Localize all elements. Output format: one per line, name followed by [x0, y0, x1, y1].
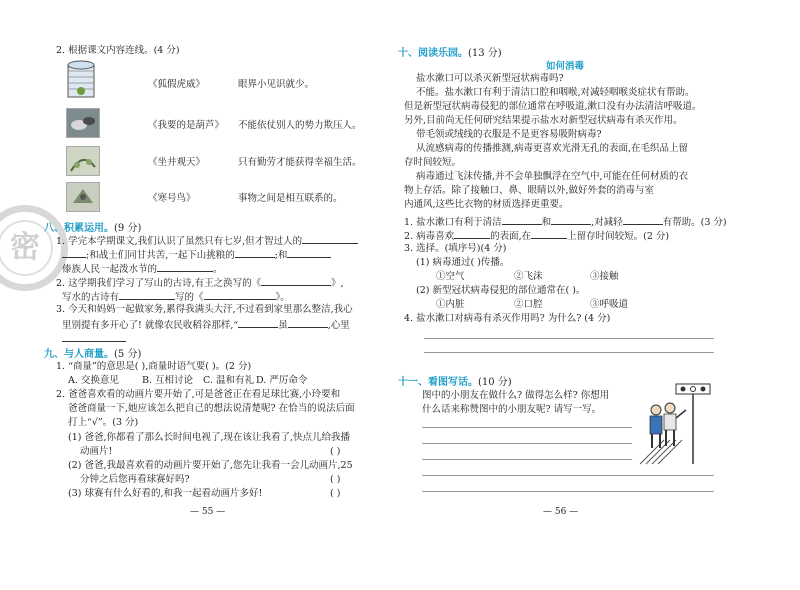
s9-opt1-line1: (1) 爸爸,你都看了那么长时间电视了,现在该让我看了,快点儿给我播 — [68, 432, 351, 443]
s9-opt2-answer[interactable]: ( ) — [330, 474, 341, 485]
section-8-title: 八、积累运用。(9 分) — [44, 223, 142, 234]
article-p5: 带毛领或绒线的衣服是不是更容易吸附病毒? — [416, 129, 602, 140]
s9-opt3: (3) 球赛有什么好看的,和我一起看动画片多好! — [68, 488, 263, 499]
s10-q3-2-opt2: ②口腔 — [514, 299, 543, 310]
s8-q3-line2: 里别提有多开心了! 就像农民收稻谷那样,“ 虽 ,心里 — [62, 317, 350, 332]
s10-q3-1-opt1: ①空气 — [436, 271, 465, 282]
s11-answer-line-2[interactable] — [422, 443, 632, 444]
article-p1: 盐水漱口可以杀灭新型冠状病毒吗? — [416, 73, 564, 84]
article-p8: 病毒通过飞沫传播,并不会单独飘浮在空气中,可能在任何材质的衣 — [416, 171, 689, 182]
s8-q3-line1: 3. 今天和妈妈一起做家务,累得我满头大汗,不过看到家里那么整洁,我心 — [56, 304, 353, 315]
s10-q3-2-opt3: ③呼吸道 — [590, 299, 629, 310]
s11-answer-line-5[interactable] — [422, 491, 714, 492]
s11-answer-line-3[interactable] — [422, 459, 632, 460]
s9-q1-opt-c: C. 温和有礼 — [203, 375, 254, 386]
s11-prompt-line1: 图中的小朋友在做什么? 做得怎么样? 你想用 — [422, 390, 610, 401]
article-p10: 内通风,这些比衣物的材质选择更重要。 — [404, 199, 569, 210]
article-p2: 不能。盐水漱口有利于清洁口腔和咽喉,对减轻咽喉炎症状有帮助。 — [416, 87, 695, 98]
s10-answer-line-2[interactable] — [424, 352, 714, 353]
s10-q1: 1. 盐水漱口有利于清洁 和 ,对减轻 有帮助。(3 分) — [404, 214, 727, 229]
s9-q1-opt-d: D. 严厉命令 — [256, 375, 308, 386]
s8-q2-line1: 2. 这学期我们学习了写山的古诗,有王之涣写的《 》, — [56, 275, 344, 290]
s9-q1: 1. “商量”的意思是( ),商量时语气要( )。(2 分) — [56, 361, 252, 372]
s9-q2-line1: 2. 爸爸喜欢看的动画片要开始了,可是爸爸正在看足球比赛,小玲要和 — [56, 389, 341, 400]
s9-opt1-line2: 动画片! — [80, 446, 113, 457]
section-9-title: 九、与人商量。(5 分) — [44, 349, 142, 360]
s10-q3: 3. 选择。(填序号)(4 分) — [404, 243, 507, 254]
match-meaning-4: 事物之间是相互联系的。 — [238, 193, 343, 204]
right-page-number: — 56 — — [543, 507, 579, 517]
left-page-number: — 55 — — [190, 507, 226, 517]
article-title: 如何消毒 — [546, 61, 585, 72]
section-10-title: 十、阅读乐园。(13 分) — [398, 48, 502, 59]
s10-q3-2: (2) 新型冠状病毒侵犯的部位通常在( )。 — [416, 285, 586, 296]
s10-q2: 2. 病毒喜欢 的表面,在 上留存时间较短。(2 分) — [404, 228, 669, 243]
s9-q2-line3: 打上“√”。(3 分) — [68, 417, 139, 428]
s8-q1-line2: ;和战士们同甘共苦,一起下山挑粮的 ;和 — [62, 247, 331, 262]
bird-picture — [66, 182, 100, 212]
gourd-picture — [66, 146, 100, 176]
s9-q1-opt-b: B. 互相讨论 — [142, 375, 194, 386]
s10-q3-2-opt1: ①内脏 — [436, 299, 465, 310]
article-p4: 另外,目前尚无任何研究结果提示盐水对新型冠状病毒有杀灭作用。 — [404, 115, 683, 126]
s9-opt1-answer[interactable]: ( ) — [330, 446, 341, 457]
match-meaning-1: 眼界小见识就少。 — [238, 79, 315, 90]
s9-q1-opt-a: A. 交换意见 — [68, 375, 119, 386]
article-p7: 存时间较短。 — [404, 157, 462, 168]
match-book-1: 《狐假虎威》 — [148, 79, 206, 90]
s9-opt2-line2: 分钟之后您再看球赛好吗? — [80, 474, 190, 485]
seal-glyph: 密 — [0, 220, 53, 276]
s8-q3-line3 — [62, 331, 126, 346]
s11-prompt-line2: 什么话来称赞图中的小朋友呢? 请写一写。 — [422, 404, 602, 415]
section-11-title: 十一、看图写话。(10 分) — [398, 377, 512, 388]
s8-q2-line2: 写水的古诗有 写的《 》。 — [62, 289, 290, 304]
s11-answer-line-1[interactable] — [422, 427, 632, 428]
s10-q3-1-opt2: ②飞沫 — [514, 271, 543, 282]
s8-q1-line1: 1. 学完本学期课文,我们认识了虽然只有七岁,但才智过人的 — [56, 233, 358, 248]
s8-q1-line3: 傣族人民一起泼水节的 。 — [62, 261, 223, 276]
match-meaning-2: 不能依仗别人的势力欺压人。 — [238, 120, 362, 131]
crossing-illustration — [636, 380, 714, 466]
article-p6: 从流感病毒的传播推测,病毒更喜欢光滑无孔的表面,在毛织品上留 — [416, 143, 689, 154]
s9-opt3-answer[interactable]: ( ) — [330, 488, 341, 499]
s10-q3-1: (1) 病毒通过( )传播。 — [416, 257, 510, 268]
q2-title: 2. 根据课文内容连线。(4 分) — [56, 45, 180, 56]
match-book-3: 《坐井观天》 — [148, 157, 206, 168]
s9-q2-line2: 爸爸商量一下,她应该怎么把自己的想法说清楚呢? 在恰当的说法后面 — [68, 403, 355, 414]
fox-tiger-picture — [66, 108, 100, 138]
match-book-4: 《寒号鸟》 — [148, 193, 196, 204]
article-p9: 物上存活。除了接触口、鼻、眼睛以外,做好外套的消毒与室 — [404, 185, 655, 196]
s10-q4: 4. 盐水漱口对病毒有杀灭作用吗? 为什么? (4 分) — [404, 313, 611, 324]
s11-answer-line-4[interactable] — [422, 475, 714, 476]
match-meaning-3: 只有勤劳才能获得幸福生活。 — [238, 157, 362, 168]
article-p3: 但是新型冠状病毒侵犯的部位通常在呼吸道,漱口没有办法清洁呼吸道。 — [404, 101, 702, 112]
s10-answer-line-1[interactable] — [424, 338, 714, 339]
match-book-2: 《我要的是葫芦》 — [148, 120, 225, 131]
well-picture — [66, 59, 96, 99]
s9-opt2-line1: (2) 爸爸,我最喜欢看的动画片要开始了,您先让我看一会儿动画片,25 — [68, 460, 353, 471]
s10-q3-1-opt3: ③接触 — [590, 271, 619, 282]
